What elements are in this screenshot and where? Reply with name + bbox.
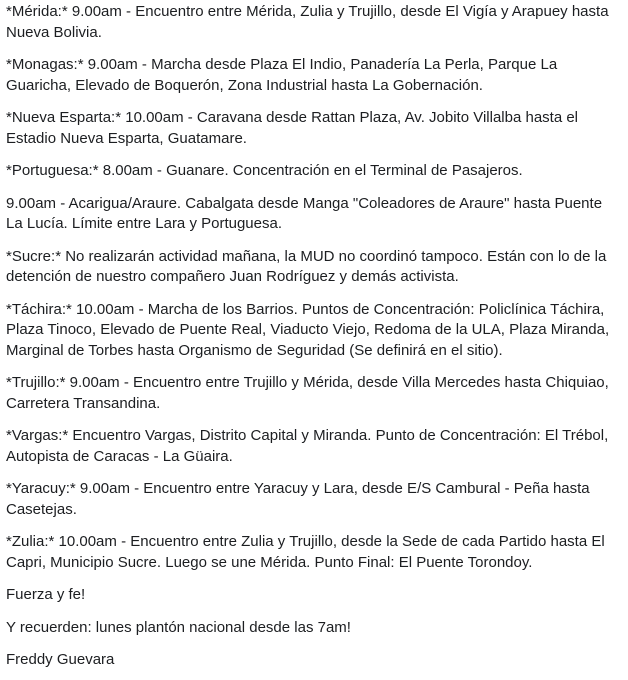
paragraph-sucre: *Sucre:* No realizarán actividad mañana, la MUD no coordinó tampoco. Están con lo de la detención de nuestro compañero Juan Rodríguez y demás activista. [6,247,607,285]
paragraph-trujillo: *Trujillo:* 9.00am - Encuentro entre Trujillo y Mérida, desde Villa Mercedes hasta Chiquiao, Carretera Transandina. [6,374,609,412]
message-body [6,2,622,671]
paragraph-tachira: *Táchira:* 10.00am - Marcha de los Barrios. Puntos de Concentración: Policlínica Táchira, Plaza Tinoco, Elevado de Puente Real, Viaducto Viejo, Redoma de la ULA, Plaza Miranda, Marginal de Torbes hasta Organismo de Seguridad (Se definirá en el sitio). [6,300,610,359]
paragraph-yaracuy: *Yaracuy:* 9.00am - Encuentro entre Yaracuy y Lara, desde E/S Cambural - Peña hasta Casetejas. [6,480,590,518]
paragraph-closing: Fuerza y fe! [6,586,86,603]
paragraph-portuguesa: *Portuguesa:* 8.00am - Guanare. Concentración en el Terminal de Pasajeros. [6,162,523,179]
paragraph-vargas: *Vargas:* Encuentro Vargas, Distrito Capital y Miranda. Punto de Concentración: El Trébol, Autopista de Caracas - La Güaira. [6,427,609,465]
paragraph-monagas: *Monagas:* 9.00am - Marcha desde Plaza El Indio, Panadería La Perla, Parque La Guaricha, Elevado de Boquerón, Zona Industrial hasta La Gobernación. [6,56,558,94]
paragraph-nueva-esparta: *Nueva Esparta:* 10.00am - Caravana desde Rattan Plaza, Av. Jobito Villalba hasta el Estadio Nueva Esparta, Guatamare. [6,109,579,147]
paragraph-merida: *Mérida:* 9.00am - Encuentro entre Mérida, Zulia y Trujillo, desde El Vigía y Arapuey hasta Nueva Bolivia. [6,3,609,41]
signature: Freddy Guevara [6,651,115,668]
paragraph-acarigua: 9.00am - Acarigua/Araure. Cabalgata desde Manga "Coleadores de Araure" hasta Puente La Lucía. Límite entre Lara y Portuguesa. [6,194,603,232]
paragraph-reminder: Y recuerden: lunes plantón nacional desde las 7am! [6,618,351,636]
paragraph-zulia: *Zulia:* 10.00am - Encuentro entre Zulia y Trujillo, desde la Sede de cada Partido hasta El Capri, Municipio Sucre. Luego se une Mérida. Punto Final: El Puente Torondoy. [6,533,605,571]
